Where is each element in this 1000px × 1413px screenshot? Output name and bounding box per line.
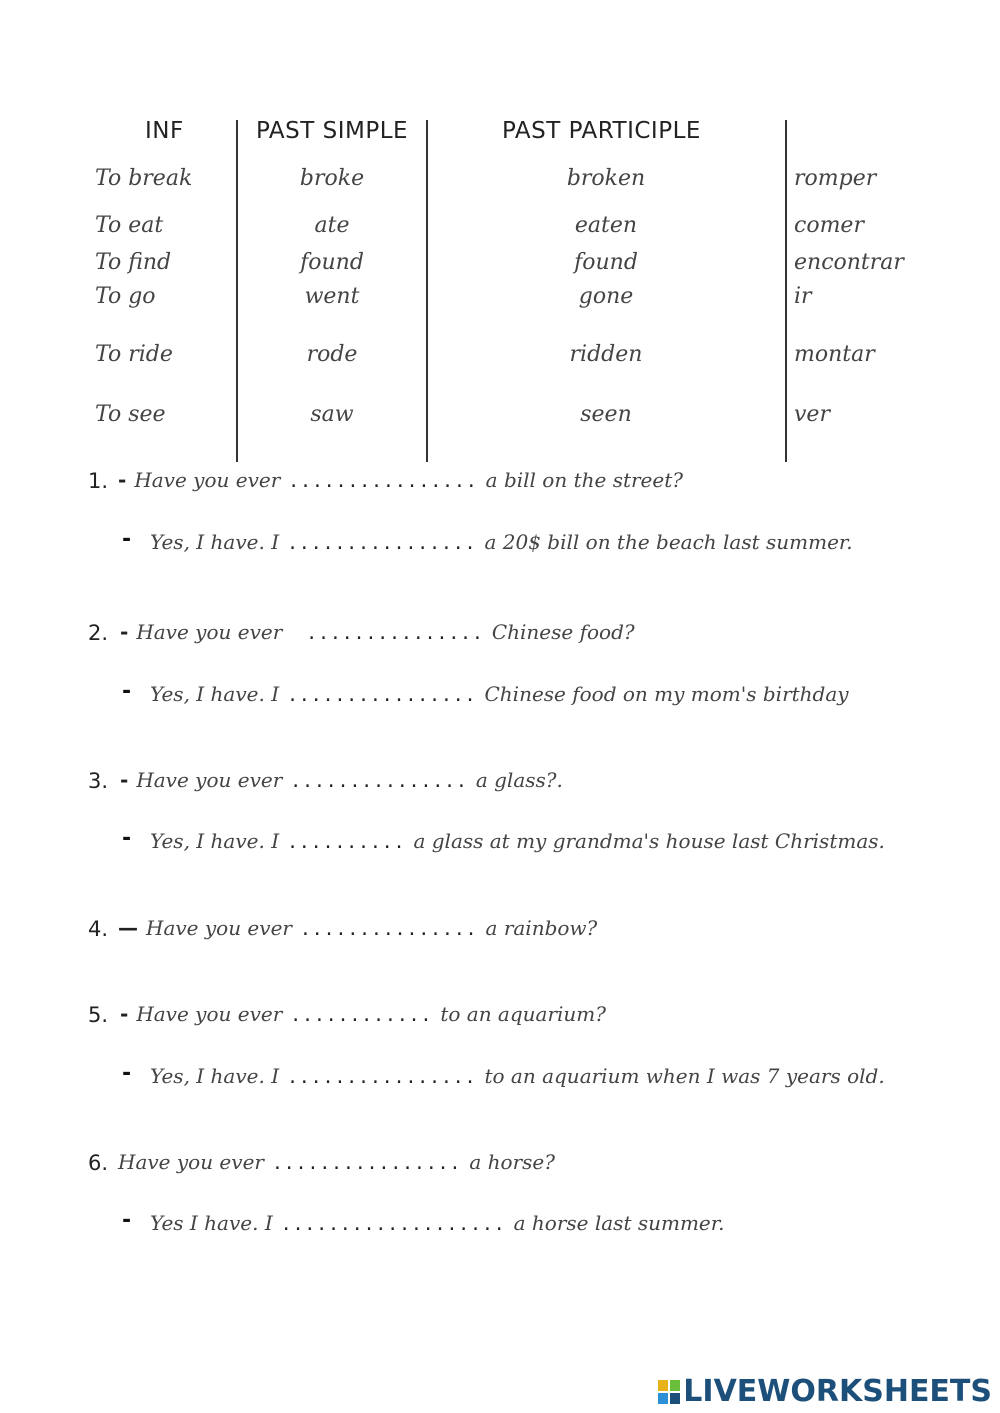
- translation-cell: encontrar: [794, 250, 904, 275]
- answer-blank[interactable]: ...............: [306, 623, 484, 644]
- answer-blank[interactable]: ..........: [287, 832, 406, 853]
- translation-cell: comer: [794, 213, 864, 238]
- answer-bullet: -: [122, 1061, 132, 1086]
- answer-text: Yes, I have. I: [150, 530, 280, 554]
- logo-square-yellow: [658, 1380, 668, 1391]
- past-participle-cell: eaten: [574, 213, 638, 238]
- past-participle-cell: found: [574, 250, 638, 275]
- answer-text-end: a glass at my grandma's house last Christmas.: [413, 829, 885, 853]
- answer-line: [150, 829, 885, 853]
- question-line: [120, 768, 563, 792]
- answer-text-end: to an aquarium when I was 7 years old.: [484, 1064, 885, 1088]
- translation-cell: ir: [794, 284, 812, 309]
- dash-mark: -: [120, 620, 129, 644]
- question-text-end: a bill on the street?: [485, 468, 683, 492]
- past-participle-cell: ridden: [569, 342, 643, 367]
- answer-blank[interactable]: ................: [287, 1067, 477, 1088]
- logo-square-blue: [658, 1393, 668, 1404]
- dash-mark: -: [118, 468, 127, 492]
- answer-line: [150, 1211, 724, 1235]
- liveworksheets-logo-icon: [658, 1380, 680, 1404]
- answer-bullet: -: [122, 527, 132, 552]
- past-participle-cell: broken: [566, 166, 646, 191]
- infinitive-cell: To find: [95, 250, 172, 275]
- question-text: Have you ever: [136, 1002, 283, 1026]
- answer-text: Yes I have. I: [150, 1211, 273, 1235]
- question-text: Have you ever: [146, 916, 292, 940]
- answer-text-end: Chinese food on my mom's birthday: [484, 682, 849, 706]
- exercise-number: 1.: [88, 469, 109, 493]
- translation-cell: ver: [794, 402, 830, 427]
- exercise-number: 2.: [88, 621, 109, 645]
- answer-line: [150, 530, 853, 554]
- dash-mark: -: [120, 1002, 129, 1026]
- question-text: Have you ever: [118, 1150, 264, 1174]
- question-text-end: Chinese food?: [491, 620, 635, 644]
- question-text: Have you ever: [134, 468, 281, 492]
- header-inf: INF: [145, 118, 184, 144]
- answer-text: Yes, I have. I: [150, 1064, 280, 1088]
- answer-text-end: a horse last summer.: [513, 1211, 725, 1235]
- translation-cell: romper: [794, 166, 877, 191]
- answer-text-end: a 20$ bill on the beach last summer.: [484, 530, 853, 554]
- question-text-end: a glass?.: [475, 768, 563, 792]
- translation-cell: montar: [794, 342, 875, 367]
- question-line: [118, 1150, 555, 1174]
- exercise-number: 6.: [88, 1151, 109, 1175]
- past-participle-cell: seen: [580, 402, 632, 427]
- answer-bullet: -: [122, 679, 132, 704]
- question-text-end: a rainbow?: [485, 916, 598, 940]
- question-text: Have you ever: [136, 768, 283, 792]
- past-simple-cell: saw: [310, 402, 354, 427]
- infinitive-cell: To see: [95, 402, 166, 427]
- answer-line: [150, 682, 849, 706]
- past-simple-cell: ate: [314, 213, 350, 238]
- answer-blank[interactable]: ............: [290, 1005, 433, 1026]
- answer-bullet: -: [122, 826, 132, 851]
- column-divider-3: [785, 120, 787, 462]
- header-past-participle: PAST PARTICIPLE: [502, 118, 701, 144]
- logo-square-green: [670, 1380, 680, 1391]
- answer-blank[interactable]: ...................: [280, 1214, 506, 1235]
- answer-line: [150, 1064, 885, 1088]
- liveworksheets-logo[interactable]: [658, 1374, 992, 1409]
- question-line: [120, 1002, 606, 1026]
- logo-text: LIVEWORKSHEETS: [683, 1374, 992, 1409]
- answer-blank[interactable]: ...............: [290, 771, 468, 792]
- dash-mark: —: [118, 916, 138, 940]
- answer-blank[interactable]: ................: [287, 685, 477, 706]
- answer-blank[interactable]: ................: [271, 1153, 462, 1174]
- question-line: [118, 916, 597, 940]
- infinitive-cell: To ride: [95, 342, 173, 367]
- question-text-end: a horse?: [469, 1150, 555, 1174]
- answer-text: Yes, I have. I: [150, 829, 280, 853]
- question-line: [118, 468, 683, 492]
- exercise-number: 5.: [88, 1003, 109, 1027]
- past-simple-cell: went: [304, 284, 360, 309]
- answer-text: Yes, I have. I: [150, 682, 280, 706]
- question-line: [120, 620, 635, 644]
- past-simple-cell: broke: [299, 166, 365, 191]
- past-simple-cell: found: [300, 250, 364, 275]
- dash-mark: -: [120, 768, 129, 792]
- answer-blank[interactable]: ................: [288, 471, 478, 492]
- infinitive-cell: To break: [95, 166, 193, 191]
- header-past-simple: PAST SIMPLE: [256, 118, 409, 144]
- infinitive-cell: To go: [95, 284, 156, 309]
- question-text-end: to an aquarium?: [440, 1002, 606, 1026]
- infinitive-cell: To eat: [95, 213, 164, 238]
- exercise-number: 3.: [88, 769, 109, 793]
- answer-blank[interactable]: ................: [287, 533, 477, 554]
- logo-square-navy: [670, 1393, 680, 1404]
- exercise-number: 4.: [88, 917, 109, 941]
- answer-bullet: -: [122, 1208, 132, 1233]
- answer-blank[interactable]: ...............: [299, 919, 478, 940]
- question-text: Have you ever: [136, 620, 283, 644]
- past-participle-cell: gone: [578, 284, 634, 309]
- past-simple-cell: rode: [306, 342, 358, 367]
